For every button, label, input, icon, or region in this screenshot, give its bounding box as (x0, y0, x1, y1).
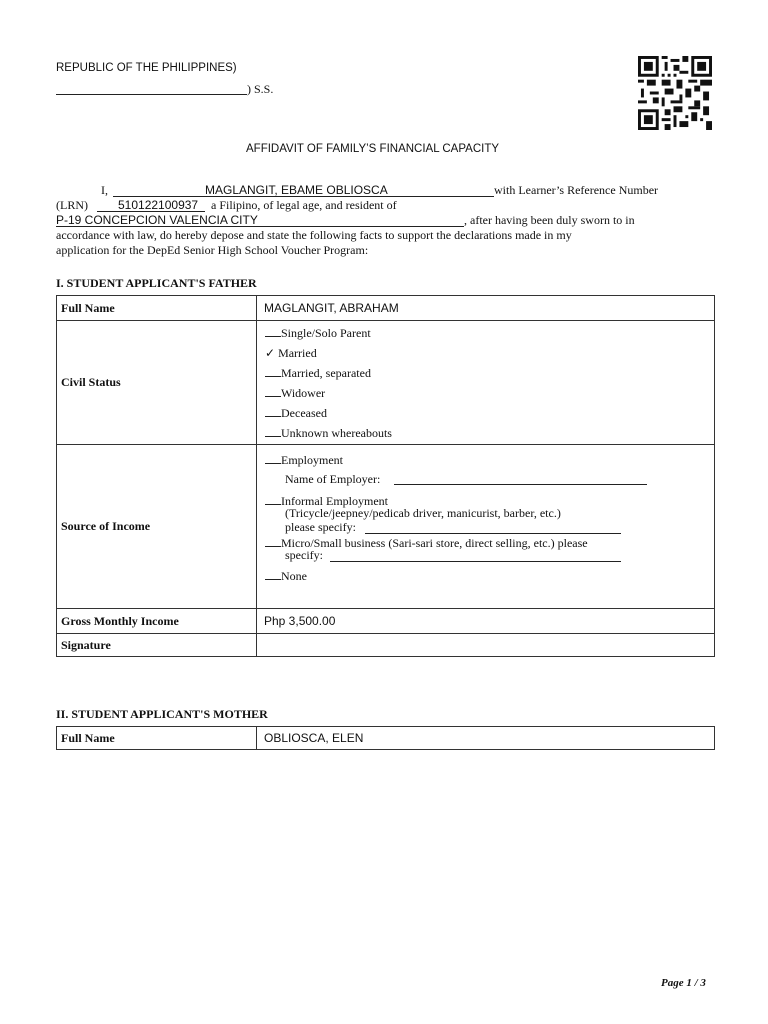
checkbox-blank[interactable] (265, 492, 281, 505)
informal-desc: (Tricycle/jeepney/pedicab driver, manicurist, barber, etc.) (285, 506, 561, 520)
source-income-label: Source of Income (57, 445, 257, 609)
source-income-options (257, 445, 715, 609)
applicant-name: MAGLANGIT, EBAME OBLIOSCA (205, 183, 388, 197)
signature-field[interactable] (257, 634, 715, 657)
signature-row (57, 634, 715, 657)
full-name-label: Full Name (57, 296, 257, 321)
micro-specify-label: specify: (285, 548, 323, 562)
checkbox-blank[interactable] (265, 364, 281, 377)
with-lrn-text: with Learner’s Reference Number (494, 183, 659, 197)
intro-line-4: application for the DepEd Senior High School Voucher Program: (56, 243, 369, 257)
option-informal[interactable]: Informal Employment (265, 492, 388, 508)
qr-code-icon (638, 56, 712, 130)
gross-income-value: Php 3,500.00 (257, 609, 715, 634)
option-employment[interactable]: Employment (265, 451, 343, 467)
father-name-row (57, 296, 715, 321)
page-number: Page 1 / 3 (661, 977, 706, 989)
intro-line-3: accordance with law, do hereby depose and state the following facts to support the declarations made in my (56, 228, 572, 242)
check-mark-icon: ✓ (265, 346, 276, 360)
mother-full-name-label: Full Name (57, 727, 257, 750)
checkbox-blank[interactable] (265, 424, 281, 437)
checkbox-blank[interactable] (265, 404, 281, 417)
father-full-name: MAGLANGIT, ABRAHAM (257, 296, 715, 321)
father-heading: I. STUDENT APPLICANT'S FATHER (56, 276, 257, 290)
republic-line: REPUBLIC OF THE PHILIPPINES) (56, 62, 237, 74)
civil-status-row (57, 321, 715, 445)
address: P-19 CONCEPCION VALENCIA CITY (56, 213, 258, 227)
civil-status-options (257, 321, 715, 445)
ss-label: ) S.S. (247, 82, 274, 96)
micro-specify-line[interactable] (330, 561, 621, 562)
sworn-text: , after having been duly sworn to in (464, 213, 635, 227)
intro-i: I, (101, 183, 108, 197)
mother-table (56, 726, 715, 750)
checkbox-blank[interactable] (265, 384, 281, 397)
father-table (56, 295, 715, 657)
checkbox-blank[interactable] (265, 451, 281, 464)
filipino-text: a Filipino, of legal age, and resident of (211, 198, 397, 212)
signature-label: Signature (57, 634, 257, 657)
checkbox-blank[interactable] (265, 324, 281, 337)
gross-income-row (57, 609, 715, 634)
employer-input-line[interactable] (394, 484, 647, 485)
gross-income-label: Gross Monthly Income (57, 609, 257, 634)
civil-status-label: Civil Status (57, 321, 257, 445)
option-deceased[interactable]: Deceased (265, 403, 714, 423)
option-unknown[interactable]: Unknown whereabouts (265, 423, 714, 443)
mother-heading: II. STUDENT APPLICANT'S MOTHER (56, 707, 268, 721)
employer-label: Name of Employer: (285, 472, 381, 486)
affidavit-title: AFFIDAVIT OF FAMILY’S FINANCIAL CAPACITY (246, 143, 500, 155)
checkbox-blank[interactable] (265, 534, 281, 547)
checkbox-blank[interactable] (265, 567, 281, 580)
option-separated[interactable]: Married, separated (265, 363, 714, 383)
option-married[interactable]: ✓ Married (265, 346, 317, 360)
lrn-number: 510122100937 (118, 198, 199, 212)
mother-name-row (57, 727, 715, 750)
lrn-label: (LRN) (56, 198, 88, 212)
mother-full-name: OBLIOSCA, ELEN (257, 727, 715, 750)
option-widower[interactable]: Widower (265, 383, 714, 403)
informal-specify-label: please specify: (285, 520, 356, 534)
option-none[interactable]: None (265, 567, 307, 583)
option-single[interactable]: Single/Solo Parent (265, 323, 714, 343)
ss-blank-line (56, 94, 247, 95)
option-micro[interactable]: Micro/Small business (Sari-sari store, direct selling, etc.) please (265, 534, 588, 550)
source-income-row (57, 445, 715, 609)
